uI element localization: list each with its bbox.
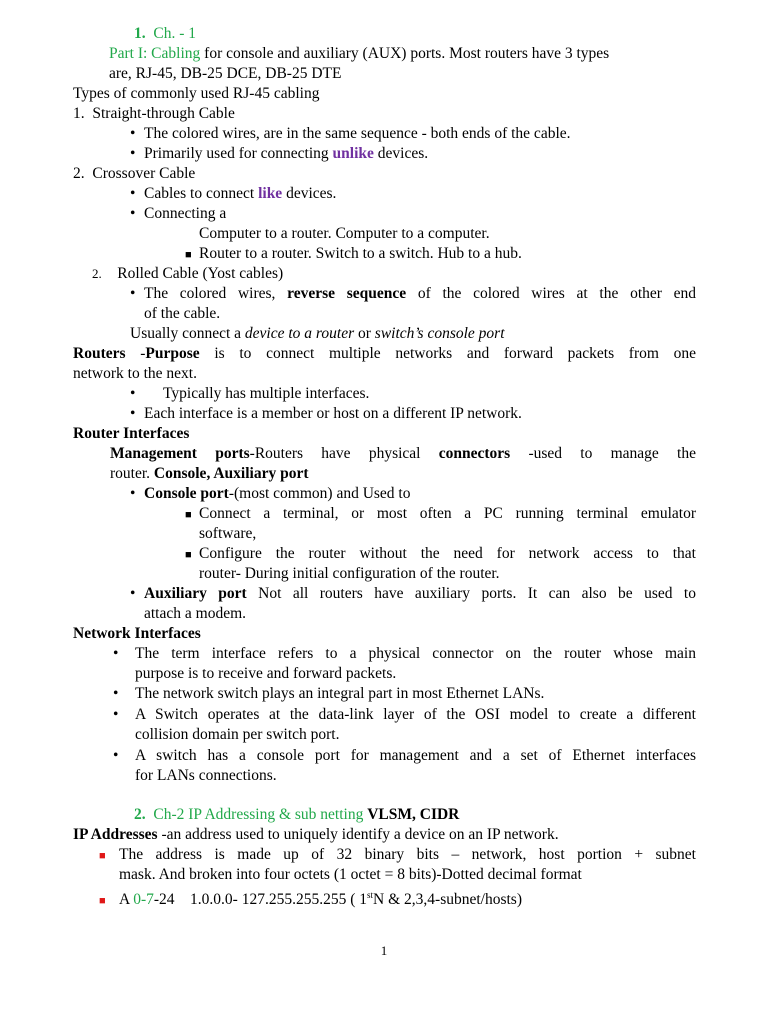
list-item: • Console port-(most common) and Used to [130, 485, 411, 502]
list-item: • The colored wires, are in the same sequence - both ends of the cable. [130, 125, 571, 142]
square-bullet-icon: ■ [185, 509, 192, 521]
list-item: • The colored wires, reverse sequence of the colored wires at the other end [130, 285, 696, 302]
mgmt-ports-line1: Management ports-Routers have physical connectors -used to manage the [110, 445, 696, 462]
bullet-icon: • [130, 405, 136, 422]
routers-line2: network to the next. [73, 365, 197, 382]
list-item-cont: attach a modem. [144, 605, 246, 622]
list-item: • The network switch plays an integral part in most Ethernet LANs. [113, 685, 545, 702]
chapter-2-heading: 2. Ch-2 IP Addressing & sub netting VLSM, CIDR [134, 806, 460, 823]
square-bullet-icon: ■ [185, 249, 192, 261]
list-item: ■ A 0-7-24 1.0.0.0- 127.255.255.255 ( 1stN & 2,3,4-subnet/hosts) [99, 885, 522, 911]
mgmt-ports-line2: router. Console, Auxiliary port [110, 465, 309, 482]
red-square-bullet-icon: ■ [99, 850, 106, 862]
list-item: • Each interface is a member or host on a different IP network. [130, 405, 522, 422]
cable1-title: 1. Straight-through Cable [73, 105, 235, 122]
cable3-title: 2. Rolled Cable (Yost cables) [92, 265, 284, 282]
list-item-cont: for LANs connections. [135, 767, 277, 784]
bullet-icon: • [130, 585, 136, 602]
routers-line1: Routers -Purpose is to connect multiple networks and forward packets from one [73, 345, 697, 362]
bullet-icon: • [130, 125, 136, 142]
bullet-icon: • [130, 285, 136, 302]
list-item: • Cables to connect like devices. [130, 185, 337, 202]
bullet-icon: • [130, 485, 136, 502]
list-item: ■ Connect a terminal, or most often a PC running terminal emulator [185, 504, 696, 525]
part1-line1: Part I: Cabling for console and auxiliary (AUX) ports. Most routers have 3 types [109, 45, 610, 62]
list-item-cont: software, [199, 525, 257, 542]
rj45-heading: Types of commonly used RJ-45 cabling [73, 85, 320, 102]
bullet-icon: • [130, 205, 136, 222]
cable3-usage: Usually connect a device to a router or switch’s console port [130, 325, 505, 342]
bullet-icon: • [113, 685, 119, 702]
list-item-cont: of the cable. [144, 305, 221, 322]
list-item: • A switch has a console port for management and a set of Ethernet interfaces [113, 747, 696, 764]
list-item-cont: purpose is to receive and forward packets. [135, 665, 397, 682]
list-item-cont: collision domain per switch port. [135, 726, 340, 743]
list-item-text: Computer to a router. Computer to a computer. [199, 225, 490, 242]
list-item: ■ Configure the router without the need for network access to that [185, 544, 696, 565]
router-interfaces-heading: Router Interfaces [73, 425, 190, 442]
list-item-cont: router- During initial configuration of the router. [199, 565, 500, 582]
bullet-icon: • [130, 385, 136, 402]
list-item: • A Switch operates at the data-link layer of the OSI model to create a different [113, 706, 696, 723]
list-item: • Auxiliary port Not all routers have auxiliary ports. It can also be used to [130, 585, 696, 602]
chapter-1-heading: 1. Ch. - 1 [134, 25, 196, 42]
list-item: ■ Router to a router. Switch to a switch. Hub to a hub. [185, 244, 522, 265]
ip-addresses-line: IP Addresses -an address used to uniquely identify a device on an IP network. [73, 826, 559, 843]
bullet-icon: • [113, 645, 119, 662]
page-number: 1 [380, 943, 388, 958]
bullet-icon: • [130, 145, 136, 162]
bullet-icon: • [113, 706, 119, 723]
cable2-title: 2. Crossover Cable [73, 165, 196, 182]
list-item-cont: mask. And broken into four octets (1 octet = 8 bits)-Dotted decimal format [119, 866, 582, 883]
list-item: • Typically has multiple interfaces. [130, 385, 370, 402]
part1-line2: are, RJ-45, DB-25 DCE, DB-25 DTE [109, 65, 342, 82]
bullet-icon: • [130, 185, 136, 202]
list-item: • Connecting a [130, 205, 227, 222]
list-item: • Primarily used for connecting unlike devices. [130, 145, 429, 162]
network-interfaces-heading: Network Interfaces [73, 625, 201, 642]
list-item: • The term interface refers to a physical connector on the router whose main [113, 645, 696, 662]
square-bullet-icon: ■ [185, 549, 192, 561]
bullet-icon: • [113, 747, 119, 764]
list-item: ■ The address is made up of 32 binary bits – network, host portion + subnet [99, 845, 696, 866]
red-square-bullet-icon: ■ [99, 895, 106, 908]
